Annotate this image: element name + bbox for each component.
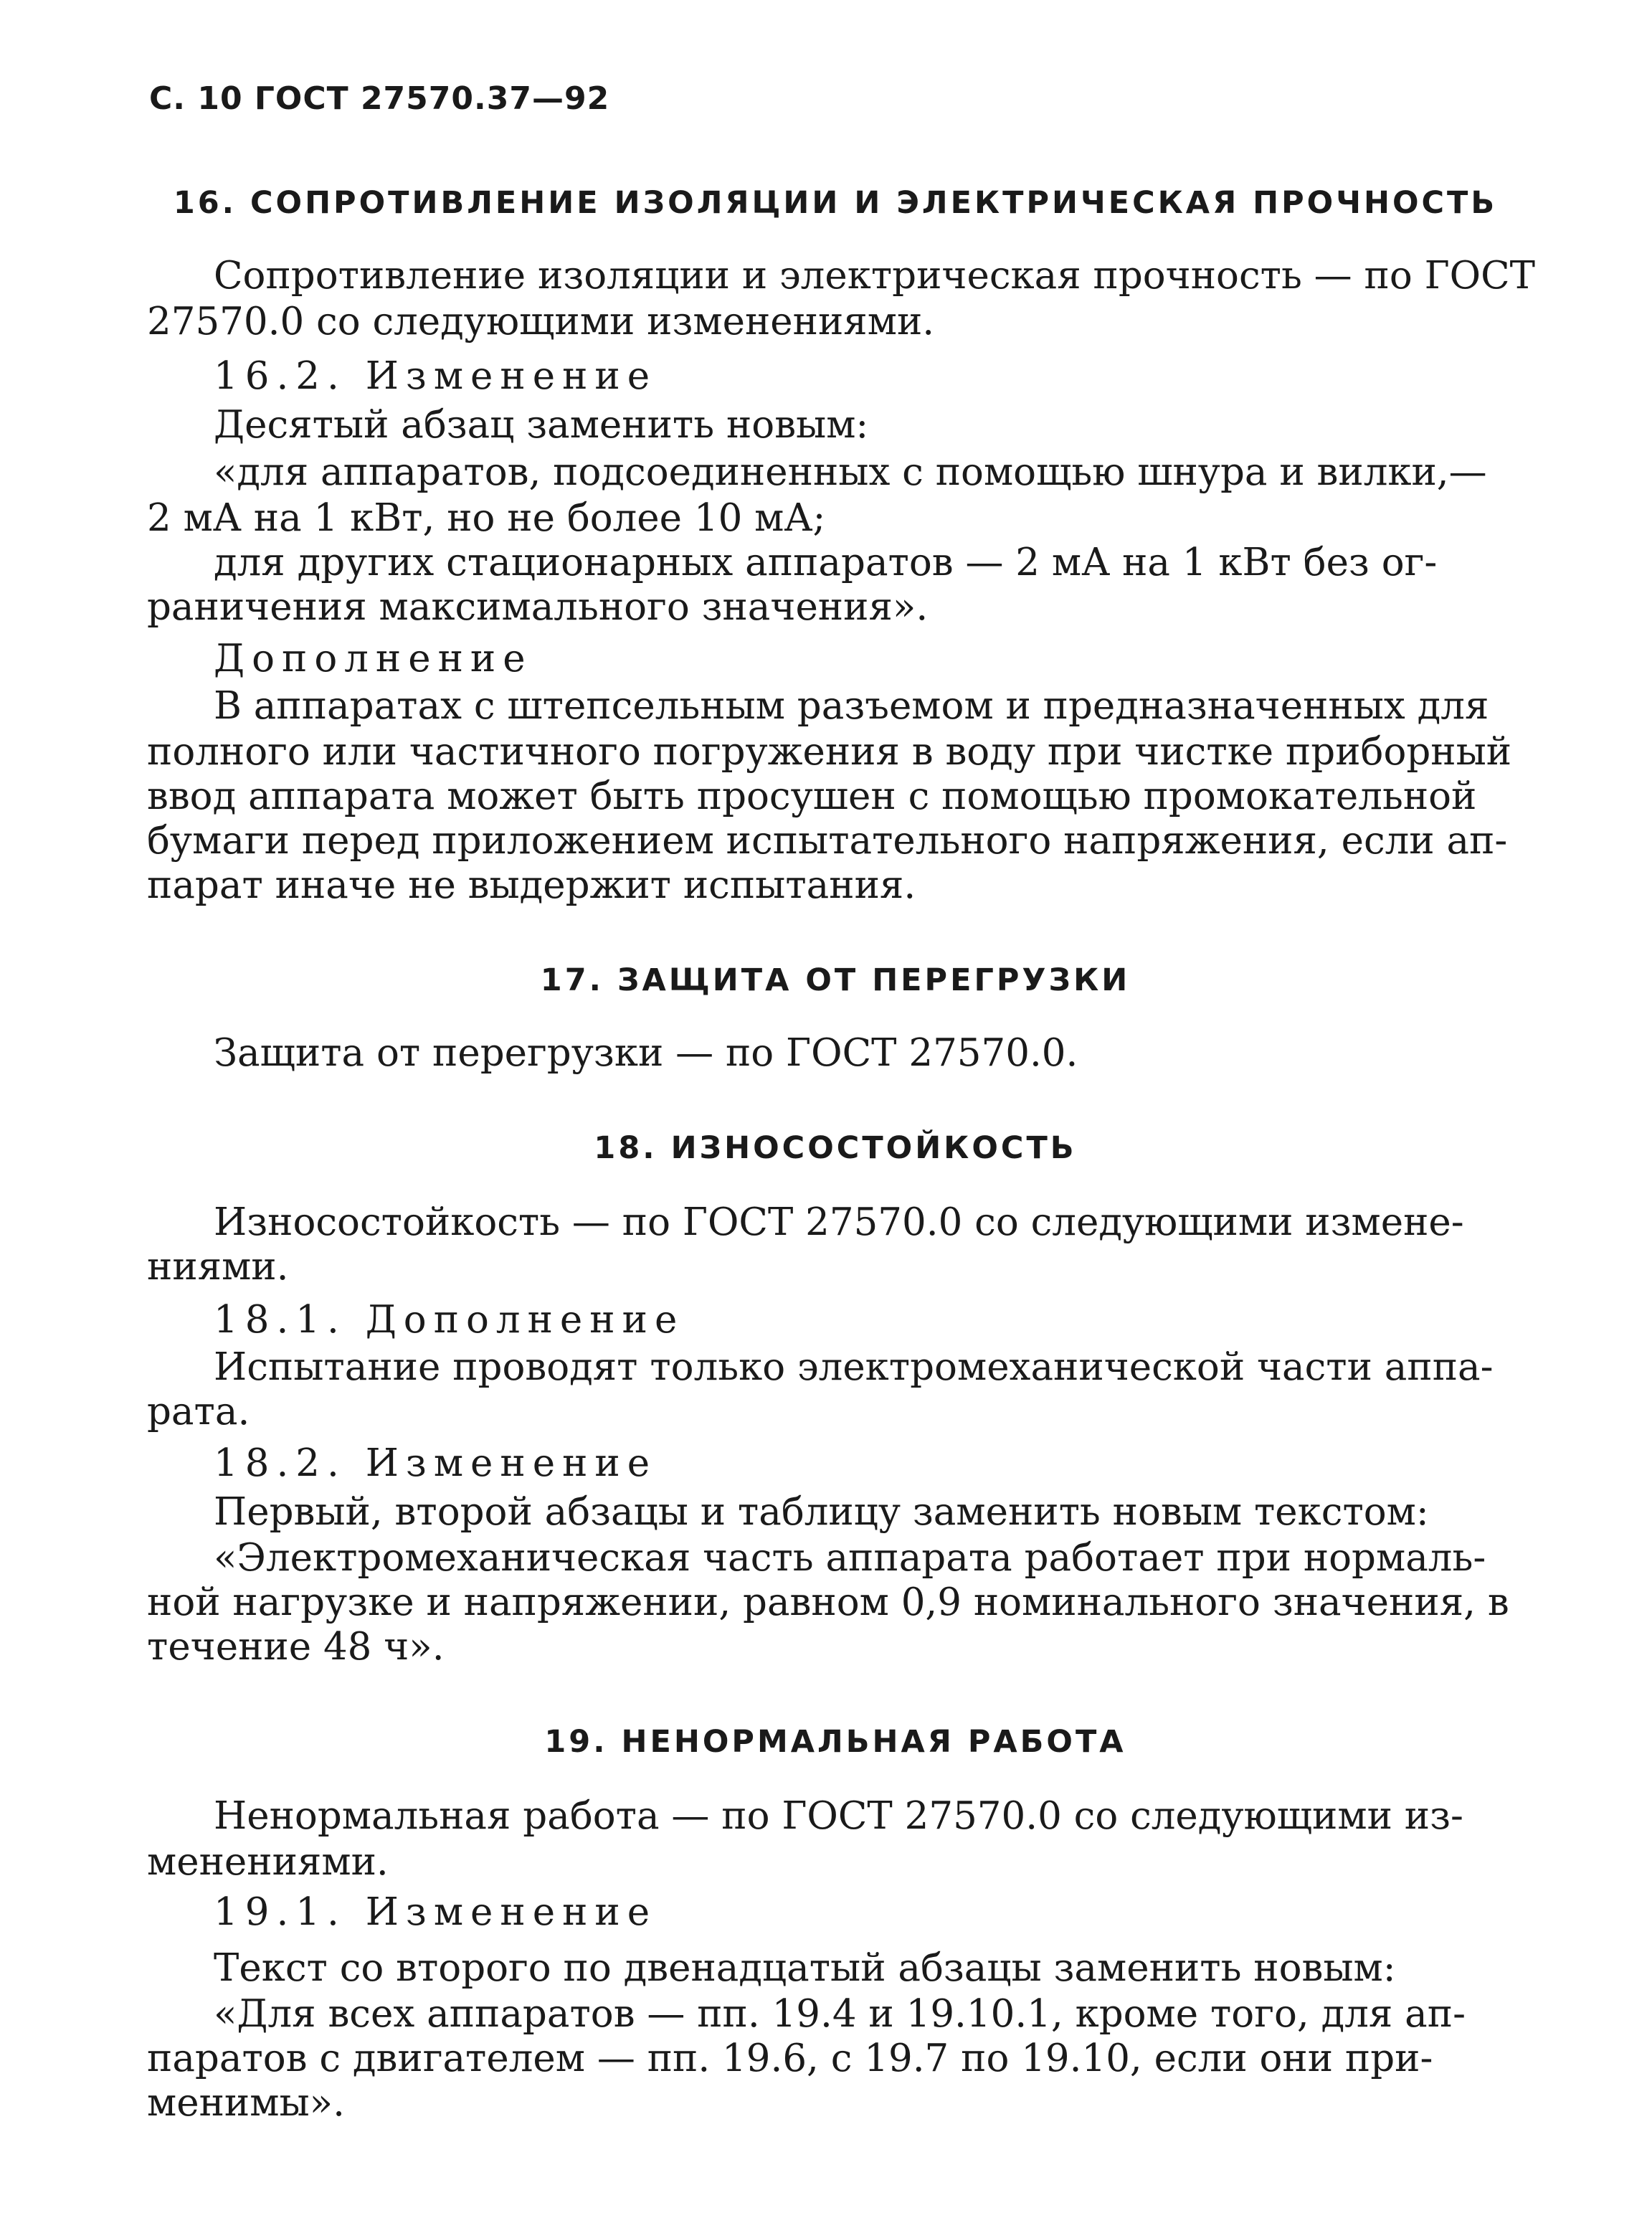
section-16-subheading: Дополнение	[214, 637, 533, 681]
section-16-line: Десятый абзац заменить новым:	[214, 403, 869, 447]
section-16-line: В аппаратах с штепсельным разъемом и предназначенных для	[214, 684, 1489, 728]
section-18-line: Испытание проводят только электромеханической части аппа-	[214, 1345, 1494, 1389]
section-19-line: Текст со второго по двенадцатый абзацы заменить новым:	[214, 1946, 1396, 1990]
section-18-heading: 18. ИЗНОСОСТОЙКОСТЬ	[594, 1130, 1077, 1166]
section-17-heading: 17. ЗАЩИТА ОТ ПЕРЕГРУЗКИ	[540, 962, 1131, 998]
section-16-line: парат иначе не выдержит испытания.	[147, 863, 916, 907]
section-16-line: Сопротивление изоляции и электрическая прочность — по ГОСТ	[214, 254, 1536, 298]
section-19-line: менимы».	[147, 2081, 345, 2125]
section-18-line: Первый, второй абзацы и таблицу заменить новым текстом:	[214, 1490, 1429, 1534]
section-18-line: «Электромеханическая часть аппарата работает при нормаль-	[214, 1536, 1486, 1580]
section-18-subheading: 18.1. Дополнение	[214, 1298, 685, 1342]
section-19-subheading: 19.1. Изменение	[214, 1890, 658, 1934]
section-16-line: раничения максимального значения».	[147, 585, 929, 629]
section-16-line: «для аппаратов, подсоединенных с помощью шнура и вилки,—	[214, 450, 1487, 494]
section-16-line: 27570.0 со следующими изменениями.	[147, 300, 935, 343]
section-16-line: ввод аппарата может быть просушен с помощью промокательной	[147, 774, 1477, 818]
section-18-line: течение 48 ч».	[147, 1625, 445, 1669]
section-19-heading: 19. НЕНОРМАЛЬНАЯ РАБОТА	[544, 1724, 1126, 1760]
section-16-heading: 16. СОПРОТИВЛЕНИЕ ИЗОЛЯЦИИ И ЭЛЕКТРИЧЕСКАЯ ПРОЧНОСТЬ	[173, 185, 1498, 221]
section-16-line: 2 мА на 1 кВт, но не более 10 мА;	[147, 496, 826, 540]
section-16-line: для других стационарных аппаратов — 2 мА на 1 кВт без ог-	[214, 541, 1438, 584]
section-19-line: менениями.	[147, 1840, 389, 1884]
section-16-line: полного или частичного погружения в воду при чистке приборный	[147, 730, 1512, 774]
section-18-line: ниями.	[147, 1245, 289, 1289]
section-16-subheading: 16.2. Изменение	[214, 354, 658, 398]
running-head: С. 10 ГОСТ 27570.37—92	[149, 80, 610, 117]
section-19-line: «Для всех аппаратов — пп. 19.4 и 19.10.1, кроме того, для ап-	[214, 1992, 1466, 2036]
section-19-line: Ненормальная работа — по ГОСТ 27570.0 со следующими из-	[214, 1794, 1463, 1838]
section-16-line: бумаги перед приложением испытательного напряжения, если ап-	[147, 819, 1508, 863]
section-19-line: паратов с двигателем — пп. 19.6, с 19.7 по 19.10, если они при-	[147, 2037, 1433, 2080]
section-18-subheading: 18.2. Изменение	[214, 1441, 658, 1485]
section-18-line: Износостойкость — по ГОСТ 27570.0 со следующими измене-	[214, 1200, 1464, 1244]
section-18-line: ной нагрузке и напряжении, равном 0,9 номинального значения, в	[147, 1580, 1509, 1624]
section-17-line: Защита от перегрузки — по ГОСТ 27570.0.	[214, 1031, 1078, 1075]
section-18-line: рата.	[147, 1390, 250, 1433]
